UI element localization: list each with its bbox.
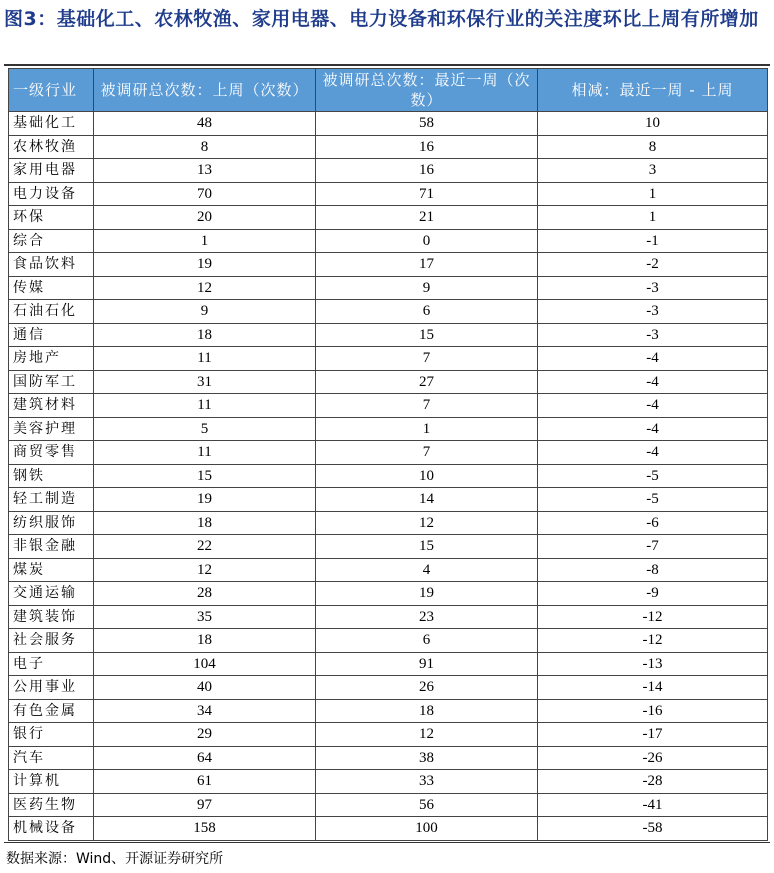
industry-name-cell: 环保: [9, 206, 94, 230]
recent-week-count-cell: 0: [316, 229, 538, 253]
last-week-count-cell: 20: [94, 206, 316, 230]
difference-cell: -14: [538, 676, 768, 700]
header-industry: 一级行业: [9, 69, 94, 112]
industry-name-cell: 基础化工: [9, 112, 94, 136]
difference-cell: 1: [538, 206, 768, 230]
recent-week-count-cell: 9: [316, 276, 538, 300]
difference-cell: 10: [538, 112, 768, 136]
table-row: [9, 441, 768, 465]
difference-cell: -4: [538, 394, 768, 418]
last-week-count-cell: 5: [94, 417, 316, 441]
industry-name-cell: 电子: [9, 652, 94, 676]
difference-cell: -4: [538, 347, 768, 371]
difference-cell: -58: [538, 817, 768, 841]
header-last-week: 被调研总次数：上周（次数）: [94, 69, 316, 112]
last-week-count-cell: 18: [94, 323, 316, 347]
recent-week-count-cell: 27: [316, 370, 538, 394]
difference-cell: -4: [538, 417, 768, 441]
last-week-count-cell: 70: [94, 182, 316, 206]
industry-name-cell: 汽车: [9, 746, 94, 770]
recent-week-count-cell: 100: [316, 817, 538, 841]
industry-name-cell: 传媒: [9, 276, 94, 300]
difference-cell: -16: [538, 699, 768, 723]
last-week-count-cell: 97: [94, 793, 316, 817]
difference-cell: -4: [538, 370, 768, 394]
table-row: [9, 652, 768, 676]
recent-week-count-cell: 18: [316, 699, 538, 723]
industry-name-cell: 计算机: [9, 770, 94, 794]
industry-name-cell: 建筑装饰: [9, 605, 94, 629]
industry-name-cell: 建筑材料: [9, 394, 94, 418]
industry-name-cell: 非银金融: [9, 535, 94, 559]
table-row: [9, 582, 768, 606]
last-week-count-cell: 12: [94, 558, 316, 582]
difference-cell: -41: [538, 793, 768, 817]
last-week-count-cell: 35: [94, 605, 316, 629]
recent-week-count-cell: 26: [316, 676, 538, 700]
industry-name-cell: 医药生物: [9, 793, 94, 817]
last-week-count-cell: 64: [94, 746, 316, 770]
recent-week-count-cell: 38: [316, 746, 538, 770]
table-row: [9, 182, 768, 206]
difference-cell: 1: [538, 182, 768, 206]
last-week-count-cell: 34: [94, 699, 316, 723]
recent-week-count-cell: 16: [316, 159, 538, 183]
figure-title: 图3：基础化工、农林牧渔、家用电器、电力设备和环保行业的关注度环比上周有所增加: [4, 8, 759, 30]
difference-cell: -26: [538, 746, 768, 770]
industry-name-cell: 食品饮料: [9, 253, 94, 277]
table-body: [9, 112, 768, 841]
recent-week-count-cell: 33: [316, 770, 538, 794]
recent-week-count-cell: 58: [316, 112, 538, 136]
last-week-count-cell: 19: [94, 253, 316, 277]
last-week-count-cell: 12: [94, 276, 316, 300]
difference-cell: -6: [538, 511, 768, 535]
industry-name-cell: 综合: [9, 229, 94, 253]
industry-name-cell: 交通运输: [9, 582, 94, 606]
recent-week-count-cell: 23: [316, 605, 538, 629]
difference-cell: -3: [538, 276, 768, 300]
difference-cell: 8: [538, 135, 768, 159]
last-week-count-cell: 104: [94, 652, 316, 676]
industry-name-cell: 家用电器: [9, 159, 94, 183]
table-row: [9, 629, 768, 653]
industry-name-cell: 钢铁: [9, 464, 94, 488]
industry-name-cell: 轻工制造: [9, 488, 94, 512]
top-rule: [4, 64, 770, 66]
table-row: [9, 112, 768, 136]
data-source-note: 数据来源：Wind、开源证券研究所: [6, 851, 224, 867]
last-week-count-cell: 48: [94, 112, 316, 136]
industry-name-cell: 美容护理: [9, 417, 94, 441]
table-row: [9, 206, 768, 230]
industry-name-cell: 通信: [9, 323, 94, 347]
difference-cell: -9: [538, 582, 768, 606]
recent-week-count-cell: 10: [316, 464, 538, 488]
header-difference: 相减：最近一周 - 上周: [538, 69, 768, 112]
header-recent-week: 被调研总次数：最近一周（次数）: [316, 69, 538, 112]
recent-week-count-cell: 1: [316, 417, 538, 441]
difference-cell: -8: [538, 558, 768, 582]
recent-week-count-cell: 6: [316, 300, 538, 324]
recent-week-count-cell: 12: [316, 511, 538, 535]
difference-cell: -17: [538, 723, 768, 747]
last-week-count-cell: 11: [94, 394, 316, 418]
recent-week-count-cell: 71: [316, 182, 538, 206]
last-week-count-cell: 28: [94, 582, 316, 606]
table-row: [9, 511, 768, 535]
last-week-count-cell: 40: [94, 676, 316, 700]
recent-week-count-cell: 19: [316, 582, 538, 606]
table-row: [9, 417, 768, 441]
difference-cell: -3: [538, 300, 768, 324]
difference-cell: -3: [538, 323, 768, 347]
industry-name-cell: 社会服务: [9, 629, 94, 653]
industry-name-cell: 电力设备: [9, 182, 94, 206]
difference-cell: -1: [538, 229, 768, 253]
industry-name-cell: 房地产: [9, 347, 94, 371]
table-row: [9, 699, 768, 723]
last-week-count-cell: 19: [94, 488, 316, 512]
table-row: [9, 817, 768, 841]
recent-week-count-cell: 15: [316, 323, 538, 347]
difference-cell: -5: [538, 464, 768, 488]
difference-cell: -2: [538, 253, 768, 277]
industry-name-cell: 石油石化: [9, 300, 94, 324]
last-week-count-cell: 9: [94, 300, 316, 324]
difference-cell: -13: [538, 652, 768, 676]
difference-cell: -28: [538, 770, 768, 794]
table-row: [9, 323, 768, 347]
last-week-count-cell: 61: [94, 770, 316, 794]
table-row: [9, 253, 768, 277]
recent-week-count-cell: 17: [316, 253, 538, 277]
industry-name-cell: 纺织服饰: [9, 511, 94, 535]
industry-name-cell: 农林牧渔: [9, 135, 94, 159]
recent-week-count-cell: 16: [316, 135, 538, 159]
last-week-count-cell: 15: [94, 464, 316, 488]
difference-cell: 3: [538, 159, 768, 183]
last-week-count-cell: 11: [94, 347, 316, 371]
table-row: [9, 370, 768, 394]
last-week-count-cell: 22: [94, 535, 316, 559]
difference-cell: -12: [538, 605, 768, 629]
recent-week-count-cell: 4: [316, 558, 538, 582]
table-row: [9, 464, 768, 488]
table-row: [9, 605, 768, 629]
recent-week-count-cell: 6: [316, 629, 538, 653]
table-row: [9, 770, 768, 794]
industry-name-cell: 银行: [9, 723, 94, 747]
table-row: [9, 558, 768, 582]
recent-week-count-cell: 56: [316, 793, 538, 817]
last-week-count-cell: 1: [94, 229, 316, 253]
industry-name-cell: 公用事业: [9, 676, 94, 700]
last-week-count-cell: 31: [94, 370, 316, 394]
recent-week-count-cell: 7: [316, 394, 538, 418]
industry-name-cell: 商贸零售: [9, 441, 94, 465]
last-week-count-cell: 13: [94, 159, 316, 183]
difference-cell: -12: [538, 629, 768, 653]
industry-name-cell: 国防军工: [9, 370, 94, 394]
industry-name-cell: 有色金属: [9, 699, 94, 723]
table-row: [9, 746, 768, 770]
table-row: [9, 347, 768, 371]
last-week-count-cell: 29: [94, 723, 316, 747]
table-row: [9, 159, 768, 183]
bottom-rule: [4, 842, 770, 843]
difference-cell: -7: [538, 535, 768, 559]
table-row: [9, 793, 768, 817]
table-row: [9, 394, 768, 418]
header-row: [9, 69, 768, 112]
table-row: [9, 135, 768, 159]
table-row: [9, 488, 768, 512]
recent-week-count-cell: 21: [316, 206, 538, 230]
industry-name-cell: 机械设备: [9, 817, 94, 841]
recent-week-count-cell: 7: [316, 347, 538, 371]
last-week-count-cell: 11: [94, 441, 316, 465]
recent-week-count-cell: 91: [316, 652, 538, 676]
difference-cell: -5: [538, 488, 768, 512]
recent-week-count-cell: 15: [316, 535, 538, 559]
last-week-count-cell: 18: [94, 629, 316, 653]
table-row: [9, 229, 768, 253]
table-row: [9, 723, 768, 747]
recent-week-count-cell: 12: [316, 723, 538, 747]
difference-cell: -4: [538, 441, 768, 465]
table-row: [9, 276, 768, 300]
recent-week-count-cell: 14: [316, 488, 538, 512]
table-row: [9, 300, 768, 324]
last-week-count-cell: 158: [94, 817, 316, 841]
industry-name-cell: 煤炭: [9, 558, 94, 582]
table-row: [9, 676, 768, 700]
recent-week-count-cell: 7: [316, 441, 538, 465]
last-week-count-cell: 8: [94, 135, 316, 159]
last-week-count-cell: 18: [94, 511, 316, 535]
table-row: [9, 535, 768, 559]
industry-research-table: [8, 68, 768, 841]
